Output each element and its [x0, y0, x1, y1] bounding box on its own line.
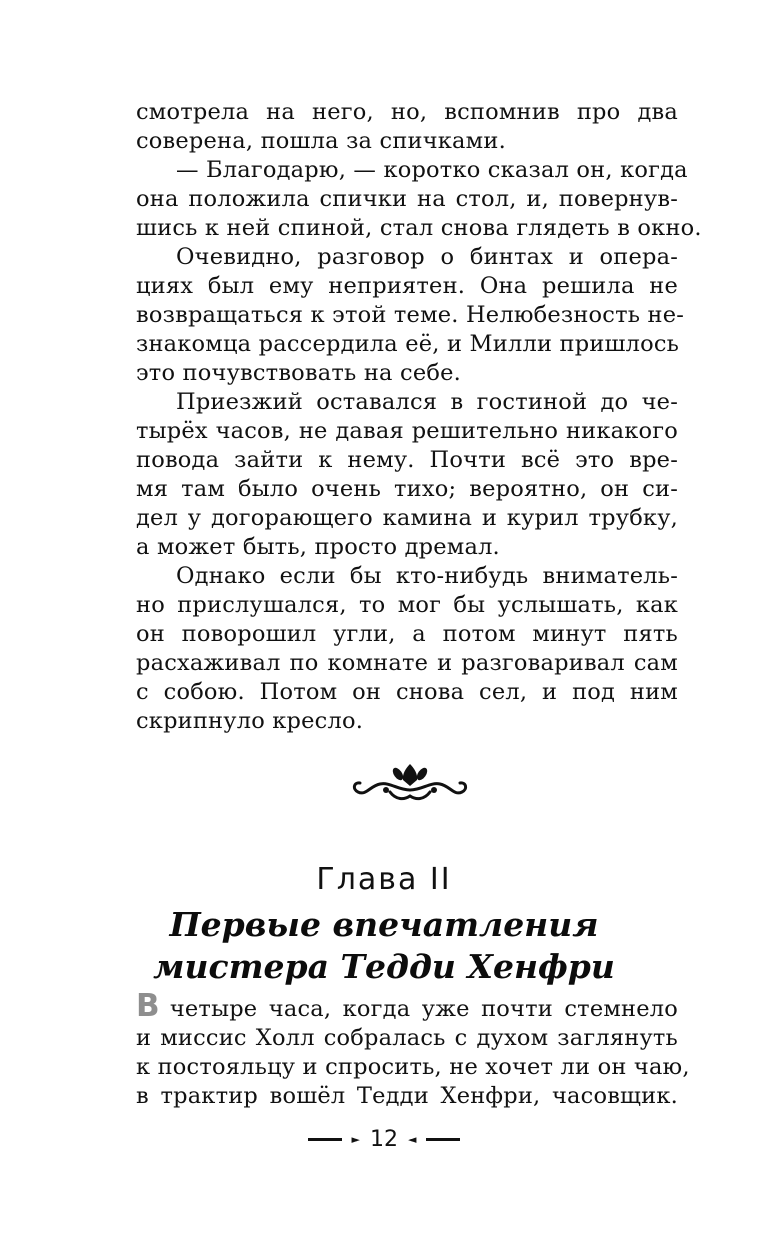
text-line: Приезжий оставался в гостиной до че-: [176, 389, 678, 415]
text-line-content: четыре часа, когда уже почти стемнело: [169, 996, 678, 1022]
right-arrow-icon: ►: [351, 1133, 360, 1146]
text-line: скрипнуло кресло.: [136, 708, 364, 734]
text-line: а может быть, просто дремал.: [136, 534, 500, 560]
text-line: знакомца рассердила её, и Милли пришлось: [136, 331, 680, 357]
chapter-title: [0, 904, 768, 988]
text-line: он поворошил угли, а потом минут пять: [136, 621, 678, 647]
footer-rule-left: [308, 1138, 342, 1141]
footer-rule-right: [426, 1138, 460, 1141]
text-line: — Благодарю, — коротко сказал он, когда: [176, 157, 688, 183]
text-line: расхаживал по комнате и разговаривал сам: [136, 650, 678, 676]
page-footer: [0, 1127, 768, 1152]
text-line: Очевидно, разговор о бинтах и опера-: [176, 244, 678, 270]
text-line: она положила спички на стол, и, повернув-: [136, 186, 678, 212]
text-line: повода зайти к нему. Почти всё это вре-: [136, 447, 678, 473]
text-line: шись к ней спиной, стал снова глядеть в окно.: [136, 215, 702, 241]
text-line: с собою. Потом он снова сел, и под ним: [136, 679, 678, 705]
text-line: мя там было очень тихо; вероятно, он си-: [136, 476, 678, 502]
text-line: соверена, пошла за спичками.: [136, 128, 506, 154]
text-line: к постояльцу и спросить, не хочет ли он чаю,: [136, 1054, 690, 1080]
text-line: и миссис Холл собралась с духом заглянуть: [136, 1025, 678, 1051]
text-line: в трактир вошёл Тедди Хенфри, часовщик.: [136, 1083, 678, 1109]
page-number: 12: [370, 1127, 398, 1152]
left-arrow-icon: ◄: [408, 1133, 417, 1146]
text-line: это почувствовать на себе.: [136, 360, 461, 386]
bottom-text-block: [136, 988, 690, 1111]
text-line: дел у догорающего камина и курил трубку,: [136, 505, 678, 531]
text-line: [136, 988, 678, 1024]
top-text-block: [136, 98, 702, 736]
text-line: тырёх часов, не давая решительно никакого: [136, 418, 678, 444]
drop-cap: В: [136, 988, 160, 1024]
chapter-title-line: Первые впечатления: [169, 905, 599, 944]
text-line: но прислушался, то мог бы услышать, как: [136, 592, 678, 618]
chapter-number: Глава II: [316, 862, 452, 897]
text-line: циях был ему неприятен. Она решила не: [136, 273, 678, 299]
chapter-title-line: мистера Тедди Хенфри: [153, 947, 615, 986]
text-line: смотрела на него, но, вспомнив про два: [136, 99, 678, 125]
text-line: Однако если бы кто-нибудь вниматель-: [176, 563, 678, 589]
ornament-divider-icon: [350, 760, 470, 804]
text-line: возвращаться к этой теме. Нелюбезность не-: [136, 302, 685, 328]
